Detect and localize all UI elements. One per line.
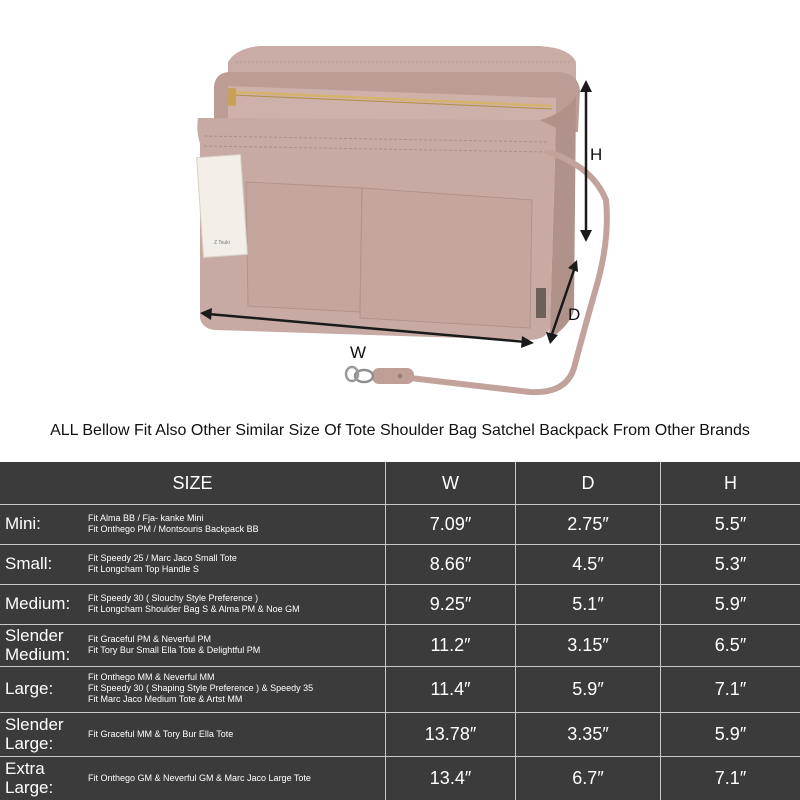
depth-value: 2.75″ — [516, 504, 661, 544]
table-row — [0, 712, 800, 757]
height-value: 7.1″ — [714, 678, 747, 699]
header-w: W — [386, 462, 516, 504]
width-value: 11.4″ — [386, 666, 516, 712]
table-row — [0, 584, 800, 625]
size-fits: Fit Graceful MM & Tory Bur Ella Tote — [88, 729, 234, 739]
clasp-icon — [346, 367, 414, 384]
size-name: Extra Large: — [5, 759, 54, 797]
table-row — [0, 544, 800, 585]
size-table — [0, 462, 800, 800]
height-value: 5.9″ — [714, 593, 747, 614]
fit-caption: ALL Bellow Fit Also Other Similar Size Of Tote Shoulder Bag Satchel Backpack From Other Brands — [50, 422, 750, 439]
depth-value: 3.35″ — [516, 712, 661, 756]
header-d: D — [516, 462, 661, 504]
depth-value: 4.5″ — [516, 544, 661, 584]
width-value: 13.78″ — [386, 712, 516, 756]
height-label: H — [590, 145, 603, 164]
table-row — [0, 504, 800, 545]
front-pocket-right — [360, 188, 532, 328]
depth-value: 5.9″ — [516, 666, 661, 712]
width-label: W — [350, 343, 367, 362]
width-value: 8.66″ — [386, 544, 516, 584]
table-row — [0, 666, 800, 713]
depth-value: 3.15″ — [516, 624, 661, 666]
size-name: Small: — [5, 554, 53, 573]
height-value: 5.3″ — [714, 553, 747, 574]
table-header — [0, 462, 800, 505]
front-pocket-left — [246, 182, 362, 312]
size-name: Slender Medium: — [5, 626, 71, 664]
table-row — [0, 624, 800, 667]
width-value: 11.2″ — [386, 624, 516, 666]
size-fits: Fit Alma BB / Fja- kanke Mini Fit Onthego PM / Montsouris Backpack BB — [88, 513, 259, 534]
size-fits: Fit Onthego GM & Neverful GM & Marc Jaco Large Tote — [88, 773, 311, 783]
size-fits: Fit Onthego MM & Neverful MM Fit Speedy 30 ( Shaping Style Preference ) & Speedy 35 Fit Marc Jaco Medium Tote & Artst MM — [88, 672, 314, 704]
header-size: SIZE — [0, 462, 386, 504]
height-value: 5.9″ — [714, 723, 747, 744]
width-value: 9.25″ — [386, 584, 516, 624]
height-value: 5.5″ — [714, 513, 747, 534]
width-value: 13.4″ — [386, 756, 516, 800]
depth-label: D — [568, 305, 581, 324]
zipper-pull-icon — [228, 88, 236, 106]
depth-value: 5.1″ — [516, 584, 661, 624]
size-name: Slender Large: — [5, 715, 64, 753]
depth-value: 6.7″ — [516, 756, 661, 800]
size-name: Medium: — [5, 594, 71, 613]
height-value: 7.1″ — [714, 767, 747, 788]
tag-brand: Z Tsuki — [214, 240, 230, 246]
table-row — [0, 756, 800, 800]
size-fits: Fit Speedy 30 ( Slouchy Style Preference ) Fit Longcham Shoulder Bag S & Alma PM & Noe GM — [88, 593, 300, 614]
size-name: Large: — [5, 679, 54, 698]
side-label — [536, 288, 546, 318]
header-h: H — [724, 472, 737, 493]
size-fits: Fit Speedy 25 / Marc Jaco Small Tote Fit Longcham Top Handle S — [88, 553, 237, 574]
height-value: 6.5″ — [714, 634, 747, 655]
size-fits: Fit Graceful PM & Neverful PM Fit Tory Bur Small Ella Tote & Delightful PM — [88, 634, 261, 655]
width-value: 7.09″ — [386, 504, 516, 544]
size-name: Mini: — [5, 514, 41, 533]
